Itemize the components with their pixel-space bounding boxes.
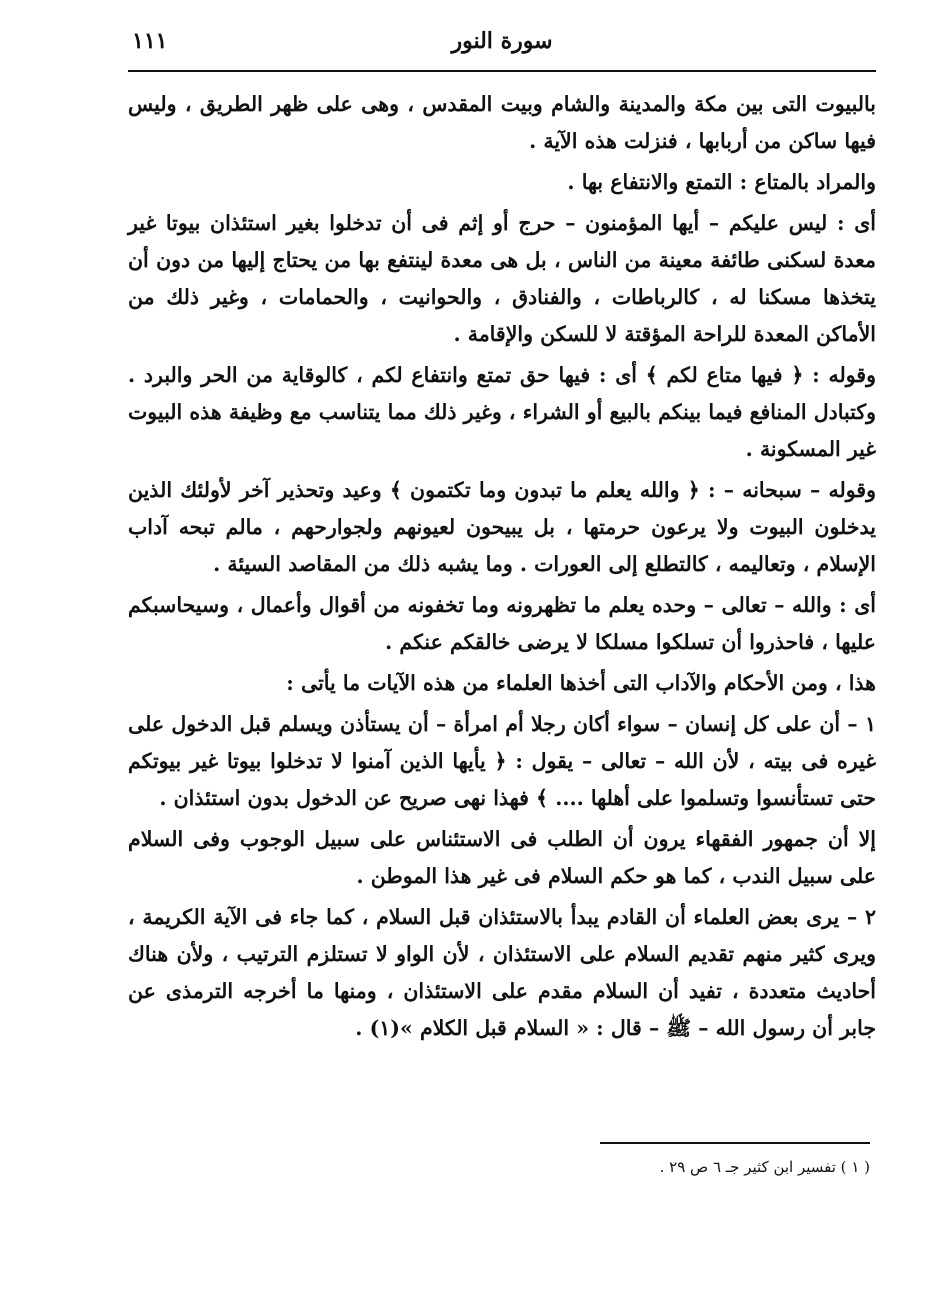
paragraph-10: ٢ – يرى بعض العلماء أن القادم يبدأ بالاستئذان قبل السلام ، كما جاء فى الآية الكريمة ، ويرى كثير منهم تقديم السلام على الاستئذان ، لأن الواو لا تستلزم الترتيب ، ولأن هناك أحاديث متعددة ، تفيد أن السلام مقدم على الاستئذان ، ومنها ما أخرجه الترمذى عن جابر أن رسول الله – ﷺ – قال : « السلام قبل الكلام »(١) . xyxy=(128,905,876,1040)
paragraph-6: أى : والله – تعالى – وحده يعلم ما تظهرونه وما تخفونه من أقوال وأعمال ، وسيحاسبكم عليها ، فاحذروا أن تسلكوا مسلكا لا يرضى خالقكم عنكم . xyxy=(128,593,876,654)
paragraph-4: وقوله : ﴿ فيها متاع لكم ﴾ أى : فيها حق تمتع وانتفاع لكم ، كالوقاية من الحر والبرد . وكتبادل المنافع فيما بينكم بالبيع أو الشراء ، وغير ذلك مما يتناسب مع وظيفة هذه البيوت غير المسكونة . xyxy=(128,363,876,461)
body-text xyxy=(128,86,876,1051)
paragraph-2: والمراد بالمتاع : التمتع والانتفاع بها . xyxy=(567,170,876,194)
paragraph-1: بالبيوت التى بين مكة والمدينة والشام وبيت المقدس ، وهى على ظهر الطريق ، وليس فيها ساكن من أربابها ، فنزلت هذه الآية . xyxy=(128,92,876,153)
paragraph-7: هذا ، ومن الأحكام والآداب التى أخذها العلماء من هذه الآيات ما يأتى : xyxy=(286,671,876,695)
paragraph-3: أى : ليس عليكم – أيها المؤمنون – حرج أو إثم فى أن تدخلوا بغير استئذان بيوتا غير معدة لسكنى طائفة معينة من الناس ، بل هى معدة لينتفع بها من يحتاج إليها من دون أن يتخذها مسكنا له ، كالرباطات ، والفنادق ، والحوانيت ، والحمامات ، وغير ذلك من الأماكن المعدة للراحة المؤقتة لا للسكن والإقامة . xyxy=(128,211,876,346)
page-number: ١١١ xyxy=(132,28,168,54)
footnote-divider xyxy=(600,1142,870,1144)
page-header xyxy=(128,22,876,68)
paragraph-9: إلا أن جمهور الفقهاء يرون أن الطلب فى الاستئناس على سبيل الوجوب وفى السلام على سبيل الندب ، كما هو حكم السلام فى غير هذا الموطن . xyxy=(128,827,876,888)
surah-title: سورة النور xyxy=(451,28,553,54)
paragraph-5: وقوله – سبحانه – : ﴿ والله يعلم ما تبدون وما تكتمون ﴾ وعيد وتحذير آخر لأولئك الذين يدخلون البيوت ولا يرعون حرمتها ، بل يبيحون لعيونهم ولجوارحهم ، مالم تبحه آداب الإسلام ، وتعاليمه ، كالتطلع إلى العورات . وما يشبه ذلك من المقاصد السيئة . xyxy=(128,478,876,576)
paragraph-8: ١ – أن على كل إنسان – سواء أكان رجلا أم امرأة – أن يستأذن ويسلم قبل الدخول على غيره فى بيته ، لأن الله – تعالى – يقول : ﴿ يأيها الذين آمنوا لا تدخلوا بيوتا غير بيوتكم حتى تستأنسوا وتسلموا على أهلها .... ﴾ فهذا نهى صريح عن الدخول بدون استئذان . xyxy=(128,712,876,810)
header-divider xyxy=(128,70,876,72)
footnote: ( ١ ) تفسير ابن كثير جـ ٦ ص ٢٩ . xyxy=(659,1158,870,1176)
